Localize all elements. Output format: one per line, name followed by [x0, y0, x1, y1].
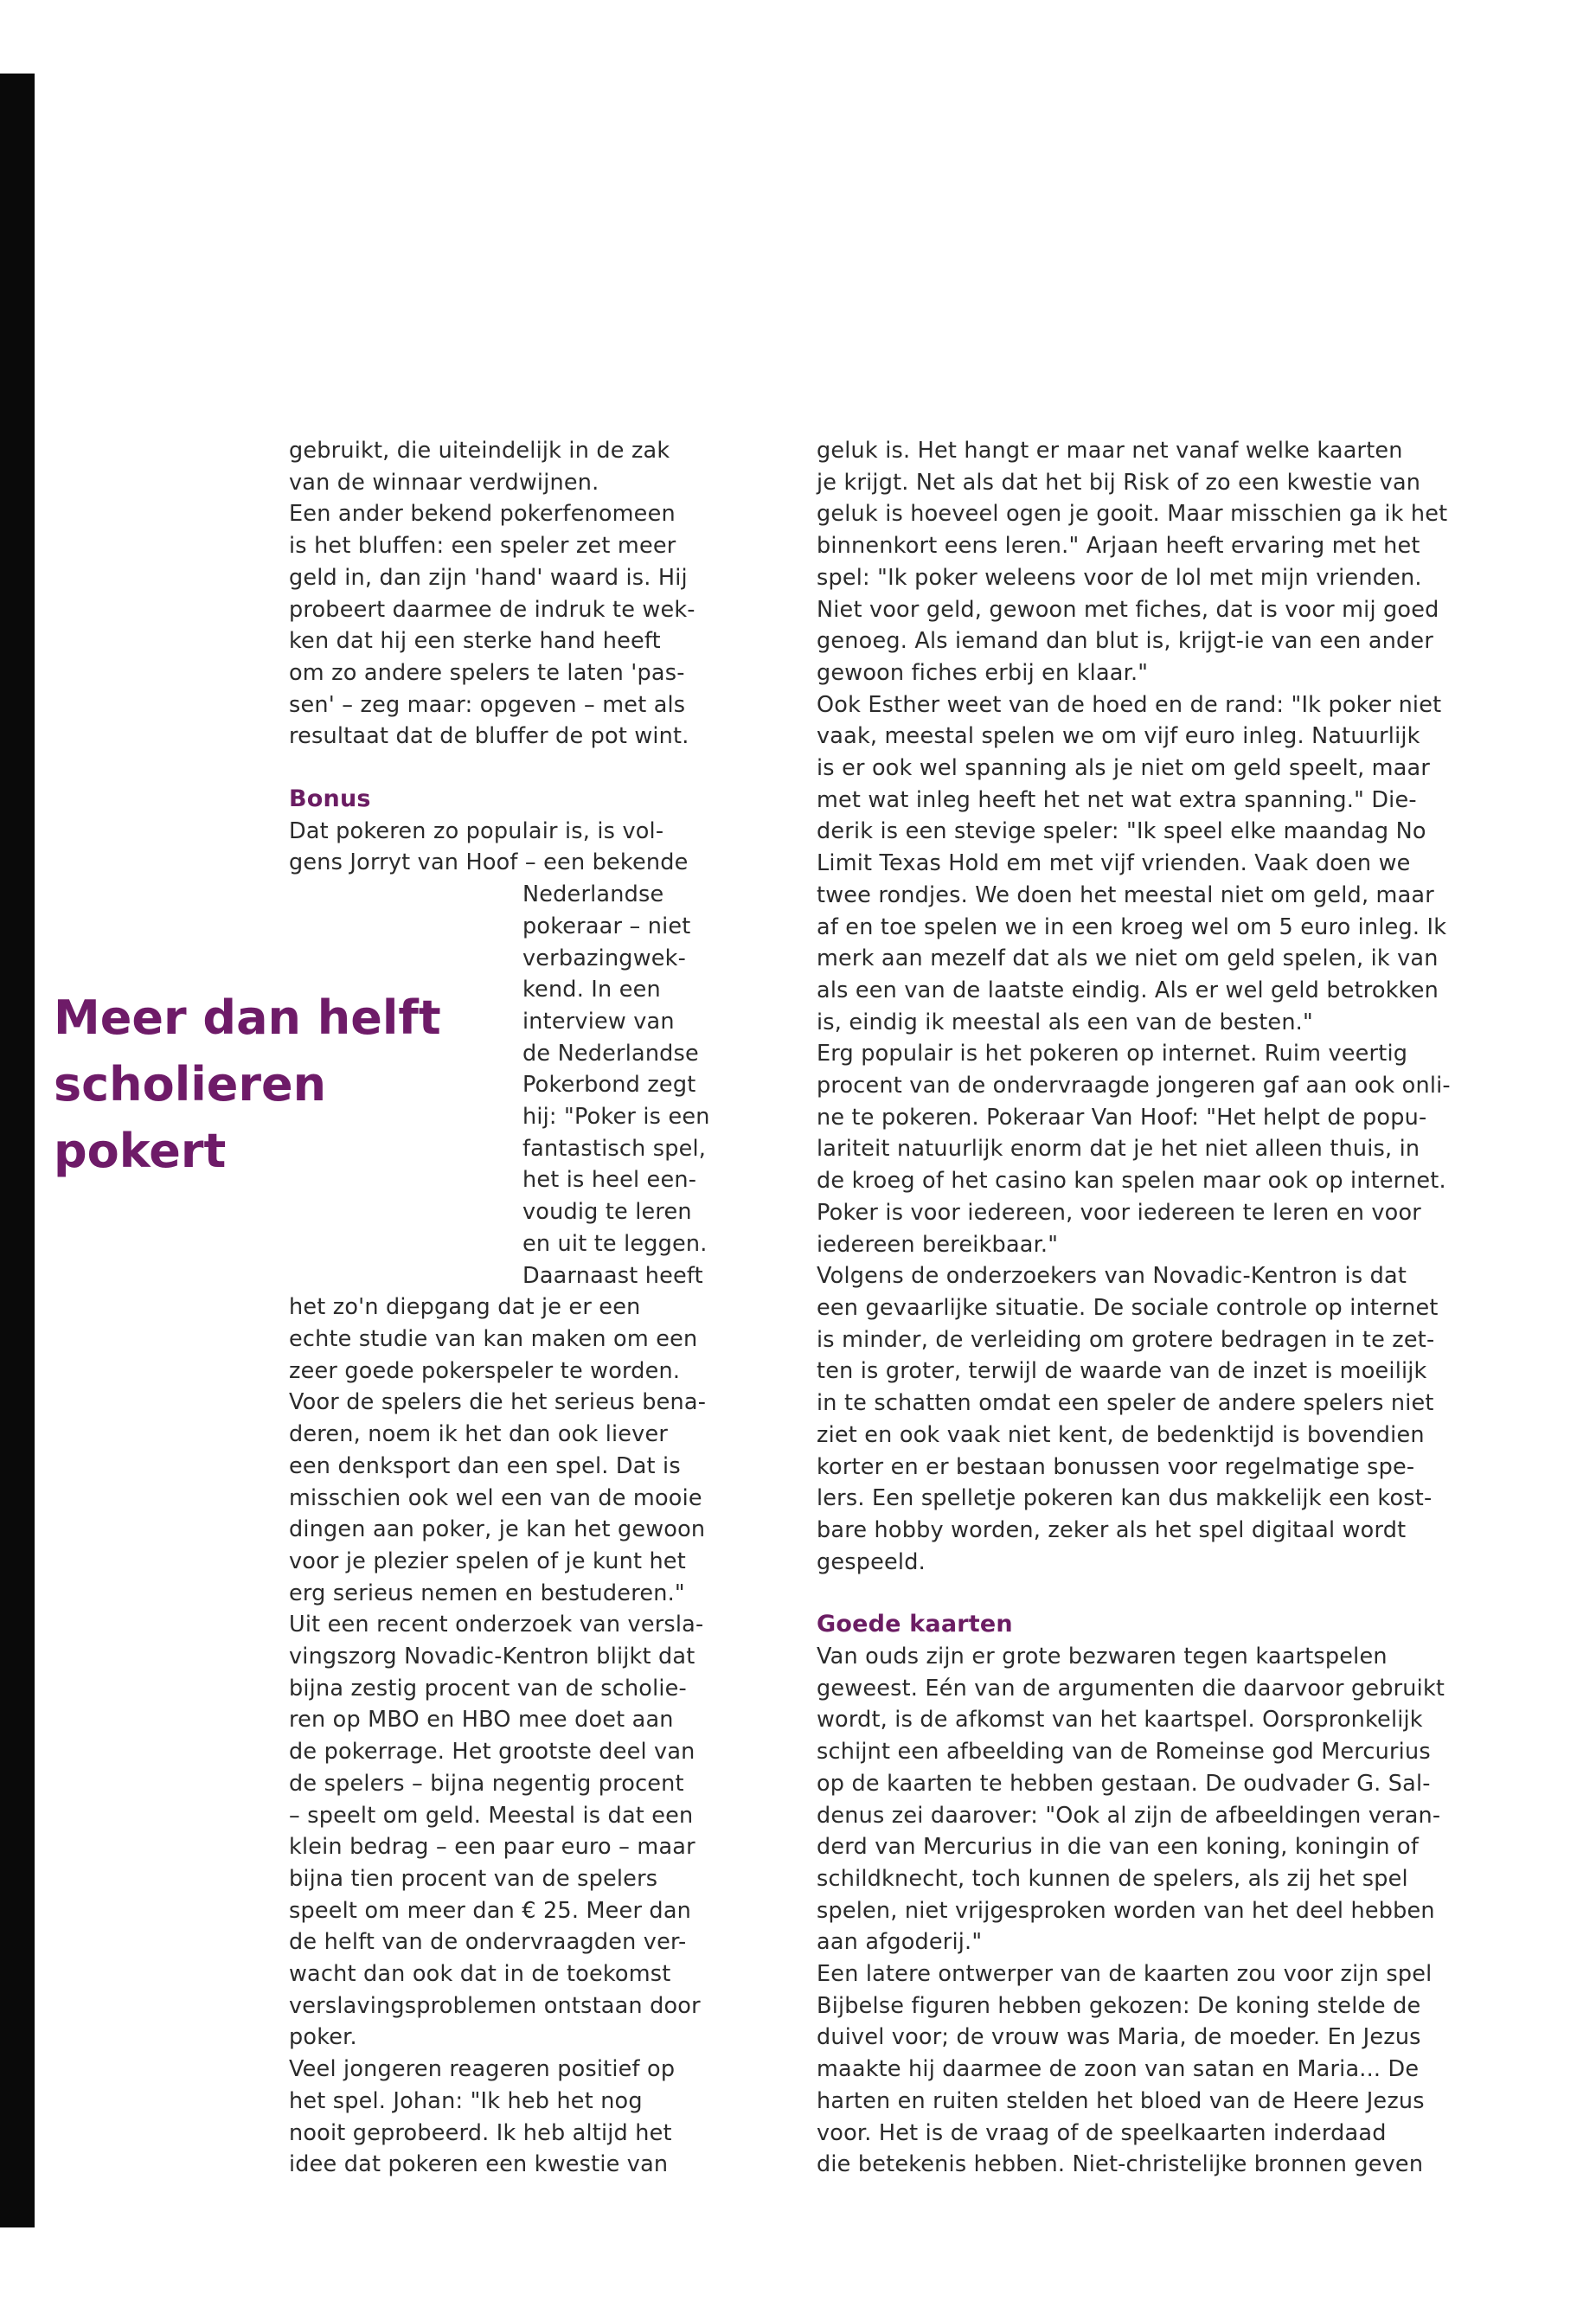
text-line: Erg populair is het pokeren op internet. Ruim veertig: [817, 1041, 1408, 1067]
pull-quote-line: pokert: [54, 1124, 227, 1178]
right-text-column: [817, 435, 1509, 2181]
text-line: klein bedrag – een paar euro – maar: [289, 1834, 695, 1861]
text-line: bare hobby worden, zeker als het spel digitaal wordt: [817, 1516, 1407, 1543]
text-line: de pokerrage. Het grootste deel van: [289, 1739, 695, 1766]
text-line: ken dat hij een sterke hand heeft: [289, 628, 661, 655]
text-line: Volgens de onderzoekers van Novadic-Kentron is dat: [817, 1263, 1407, 1290]
text-line: Uit een recent onderzoek van versla-: [289, 1612, 704, 1638]
text-line: misschien ook wel een van de mooie: [289, 1484, 702, 1511]
text-line: af en toe spelen we in een kroeg wel om 5 euro inleg. Ik: [817, 913, 1447, 940]
heading-goede-kaarten: Goede kaarten: [817, 1611, 1013, 1638]
text-line: schildknecht, toch kunnen de spelers, als zij het spel: [817, 1865, 1408, 1892]
text-line: duivel voor; de vrouw was Maria, de moeder. En Jezus: [817, 2024, 1421, 2051]
paragraph-intro: [289, 435, 747, 753]
text-line: in te schatten omdat een speler de andere spelers niet: [817, 1390, 1434, 1417]
text-line: verbazingwek-: [522, 945, 687, 971]
text-line: bijna tien procent van de spelers: [289, 1865, 658, 1892]
section-gap: [817, 1578, 1509, 1609]
text-line: dingen aan poker, je kan het gewoon: [289, 1516, 706, 1543]
text-line: spelen, niet vrijgesproken worden van het deel hebben: [817, 1897, 1435, 1924]
text-line: de Nederlandse: [522, 1040, 699, 1067]
text-line: Van ouds zijn er grote bezwaren tegen kaartspelen: [817, 1644, 1388, 1670]
text-line: harten en ruiten stelden het bloed van de Heere Jezus: [817, 2087, 1425, 2114]
text-line: deren, noem ik het dan ook liever: [289, 1421, 669, 1448]
paragraph-bonus-wrapped: [522, 879, 747, 1292]
text-line: het zo'n diepgang dat je er een: [289, 1294, 641, 1321]
text-line: het spel. Johan: "Ik heb het nog: [289, 2087, 643, 2114]
text-line: fantastisch spel,: [522, 1135, 707, 1162]
text-line: probeert daarmee de indruk te wek-: [289, 596, 695, 623]
text-line: gewoon fiches erbij en klaar.": [817, 659, 1149, 686]
text-line: gens Jorryt van Hoof – een bekende: [289, 849, 689, 876]
text-line: sen' – zeg maar: opgeven – met als: [289, 691, 686, 718]
text-line: is minder, de verleiding om grotere bedragen in te zet-: [817, 1326, 1435, 1353]
text-line: procent van de ondervraagde jongeren gaf aan ook onli-: [817, 1073, 1451, 1099]
text-line: kend. In een: [522, 977, 661, 1003]
text-line: Voor de spelers die het serieus bena-: [289, 1389, 707, 1416]
text-line: die betekenis hebben. Niet-christelijke bronnen geven: [817, 2151, 1424, 2178]
text-line: geld in, dan zijn 'hand' waard is. Hij: [289, 564, 688, 591]
left-text-column: [289, 435, 747, 2181]
section-gap: [289, 753, 747, 784]
text-line: bijna zestig procent van de scholie-: [289, 1675, 687, 1702]
text-line: erg serieus nemen en bestuderen.": [289, 1580, 685, 1606]
text-line: schijnt een afbeelding van de Romeinse god Mercurius: [817, 1739, 1431, 1766]
text-line: gebruikt, die uiteindelijk in de zak: [289, 438, 670, 464]
text-line: lers. Een spelletje pokeren kan dus makkelijk een kost-: [817, 1485, 1433, 1512]
text-line: je krijgt. Net als dat het bij Risk of zo een kwestie van: [817, 469, 1421, 496]
text-line: Niet voor geld, gewoon met fiches, dat is voor mij goed: [817, 596, 1439, 623]
text-line: lariteit natuurlijk enorm dat je het niet alleen thuis, in: [817, 1136, 1420, 1163]
text-line: is het bluffen: een speler zet meer: [289, 533, 676, 560]
text-line: Een latere ontwerper van de kaarten zou voor zijn spel: [817, 1961, 1433, 1988]
text-line: het is heel een-: [522, 1167, 697, 1194]
text-line: om zo andere spelers te laten 'pas-: [289, 659, 685, 686]
text-line: Pokerbond zegt: [522, 1072, 696, 1099]
text-line: – speelt om geld. Meestal is dat een: [289, 1802, 694, 1829]
text-line: voor. Het is de vraag of de speelkaarten inderdaad: [817, 2119, 1387, 2146]
text-line: resultaat dat de bluffer de pot wint.: [289, 723, 689, 750]
paragraph-bonus: [289, 816, 747, 879]
text-line: de helft van de ondervraagden ver-: [289, 1929, 687, 1956]
text-line: vaak, meestal spelen we om vijf euro inleg. Natuurlijk: [817, 723, 1420, 750]
text-line: ziet en ook vaak niet kent, de bedenktijd is bovendien: [817, 1421, 1425, 1448]
text-line: op de kaarten te hebben gestaan. De oudvader G. Sal-: [817, 1770, 1431, 1797]
text-line: gespeeld.: [817, 1548, 926, 1575]
text-line: wordt, is de afkomst van het kaartspel. Oorspronkelijk: [817, 1707, 1423, 1734]
text-line: merk aan mezelf dat als we niet om geld spelen, ik van: [817, 945, 1439, 972]
text-line: pokeraar – niet: [522, 913, 691, 939]
text-line: ne te pokeren. Pokeraar Van Hoof: "Het helpt de popu-: [817, 1104, 1427, 1131]
text-line: een denksport dan een spel. Dat is: [289, 1452, 681, 1479]
text-line: interview van: [522, 1008, 675, 1035]
text-line: maakte hij daarmee de zoon van satan en Maria... De: [817, 2056, 1420, 2083]
heading-bonus: Bonus: [289, 785, 371, 813]
text-line: met wat inleg heeft het net wat extra spanning." Die-: [817, 786, 1417, 813]
text-line: korter en er bestaan bonussen voor regelmatige spe-: [817, 1453, 1415, 1480]
text-line: poker.: [289, 2024, 357, 2051]
text-line: spel: "Ik poker weleens voor de lol met mijn vrienden.: [817, 564, 1422, 591]
text-line: Een ander bekend pokerfenomeen: [289, 501, 676, 528]
text-line: vingszorg Novadic-Kentron blijkt dat: [289, 1644, 695, 1670]
text-line: denus zei daarover: "Ook al zijn de afbeeldingen veran-: [817, 1802, 1441, 1829]
text-line: geweest. Eén van de argumenten die daarvoor gebruikt: [817, 1675, 1445, 1702]
text-line: nooit geprobeerd. Ik heb altijd het: [289, 2119, 672, 2146]
paragraph-cards: [817, 1641, 1509, 2181]
pull-quote-line: scholieren: [54, 1057, 327, 1112]
text-line: idee dat pokeren een kwestie van: [289, 2151, 669, 2178]
text-line: aan afgoderij.": [817, 1929, 983, 1956]
text-line: hij: "Poker is een: [522, 1104, 710, 1131]
pull-quote-line: Meer dan helft: [54, 990, 441, 1045]
text-line: van de winnaar verdwijnen.: [289, 469, 599, 496]
text-line: Dat pokeren zo populair is, is vol-: [289, 817, 664, 844]
text-line: iedereen bereikbaar.": [817, 1231, 1059, 1258]
text-line: binnenkort eens leren." Arjaan heeft ervaring met het: [817, 533, 1420, 560]
text-line: de spelers – bijna negentig procent: [289, 1770, 684, 1797]
text-line: speelt om meer dan € 25. Meer dan: [289, 1897, 692, 1924]
text-line: de kroeg of het casino kan spelen maar ook op internet.: [817, 1168, 1446, 1195]
text-line: ten is groter, terwijl de waarde van de inzet is moeilijk: [817, 1358, 1427, 1385]
text-line: genoeg. Als iemand dan blut is, krijgt-ie van een ander: [817, 628, 1433, 655]
page-binding-edge: [0, 74, 35, 2227]
text-line: en uit te leggen.: [522, 1230, 708, 1257]
text-line: Limit Texas Hold em met vijf vrienden. Vaak doen we: [817, 850, 1411, 877]
text-line: Ook Esther weet van de hoed en de rand: "Ik poker niet: [817, 691, 1442, 718]
text-line: echte studie van kan maken om een: [289, 1325, 698, 1352]
text-line: voudig te leren: [522, 1199, 692, 1226]
text-line: derd van Mercurius in die van een koning, koningin of: [817, 1834, 1419, 1861]
text-line: Nederlandse: [522, 881, 664, 908]
paragraph-body: [289, 1292, 747, 2181]
paragraph-body: [817, 435, 1509, 1578]
text-line: derik is een stevige speler: "Ik speel elke maandag No: [817, 818, 1426, 845]
text-line: wacht dan ook dat in de toekomst: [289, 1961, 671, 1988]
text-line: voor je plezier spelen of je kunt het: [289, 1548, 686, 1574]
text-line: Poker is voor iedereen, voor iedereen te leren en voor: [817, 1199, 1421, 1226]
text-line: een gevaarlijke situatie. De sociale controle op internet: [817, 1294, 1439, 1321]
text-line: Bijbelse figuren hebben gekozen: De koning stelde de: [817, 1992, 1421, 2019]
text-line: verslavingsproblemen ontstaan door: [289, 1992, 701, 2019]
text-line: is er ook wel spanning als je niet om geld speelt, maar: [817, 755, 1431, 782]
text-line: zeer goede pokerspeler te worden.: [289, 1357, 681, 1384]
text-line: ren op MBO en HBO mee doet aan: [289, 1707, 674, 1734]
text-line: Daarnaast heeft: [522, 1262, 703, 1289]
text-line: twee rondjes. We doen het meestal niet om geld, maar: [817, 881, 1434, 908]
text-line: geluk is. Het hangt er maar net vanaf welke kaarten: [817, 438, 1403, 464]
text-line: Veel jongeren reageren positief op: [289, 2056, 676, 2083]
text-line: als een van de laatste eindig. Als er wel geld betrokken: [817, 977, 1439, 1003]
text-line: is, eindig ik meestal als een van de besten.": [817, 1009, 1313, 1035]
text-line: geluk is hoeveel ogen je gooit. Maar misschien ga ik het: [817, 501, 1448, 528]
